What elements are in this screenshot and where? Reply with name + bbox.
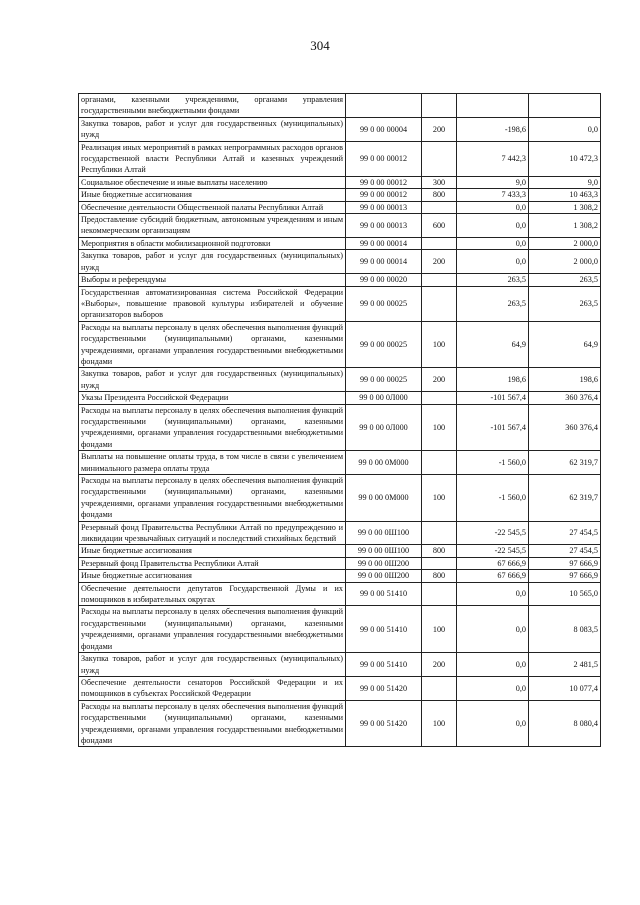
row-amount-a-cell: -22 545,5	[457, 545, 529, 557]
row-amount-b-cell: 62 319,7	[529, 475, 601, 522]
row-type-cell	[422, 451, 457, 475]
row-type-cell: 200	[422, 117, 457, 141]
row-amount-b-cell: 8 083,5	[529, 606, 601, 653]
table-row	[79, 606, 601, 653]
row-amount-b-cell: 97 666,9	[529, 557, 601, 569]
row-code-cell: 99 0 00 0Ш200	[346, 570, 422, 582]
row-type-cell: 100	[422, 475, 457, 522]
row-code-cell: 99 0 00 0Ш100	[346, 545, 422, 557]
row-amount-b-cell: 2 481,5	[529, 653, 601, 677]
row-name-cell: Расходы на выплаты персоналу в целях обеспечения выполнения функций государственными (муниципальными) органами, казенными учреждениями, органами управления государственными внебюджетными фондами	[79, 475, 346, 522]
row-code-cell: 99 0 00 00012	[346, 141, 422, 176]
row-amount-b-cell: 263,5	[529, 274, 601, 286]
row-name-cell: Указы Президента Российской Федерации	[79, 392, 346, 404]
row-type-cell: 200	[422, 250, 457, 274]
row-type-cell: 100	[422, 321, 457, 368]
row-name-cell: Резервный фонд Правительства Республики Алтай по предупреждению и ликвидации чрезвычайных ситуаций и последствий стихийных бедствий	[79, 521, 346, 545]
row-type-cell: 100	[422, 700, 457, 747]
row-amount-a-cell: 0,0	[457, 676, 529, 700]
row-amount-a-cell: 67 666,9	[457, 570, 529, 582]
row-name-cell: Выплаты на повышение оплаты труда, в том числе в связи с увеличением минимального размера оплаты труда	[79, 451, 346, 475]
row-amount-a-cell: 67 666,9	[457, 557, 529, 569]
row-amount-a-cell: -101 567,4	[457, 392, 529, 404]
row-type-cell: 300	[422, 176, 457, 188]
row-amount-b-cell: 8 080,4	[529, 700, 601, 747]
row-name-cell: Обеспечение деятельности сенаторов Российской Федерации и их помощников в субъектах Российской Федерации	[79, 676, 346, 700]
row-amount-b-cell: 10 463,3	[529, 189, 601, 201]
budget-table-body	[79, 94, 601, 747]
row-code-cell: 99 0 00 0Ш100	[346, 521, 422, 545]
row-type-cell: 800	[422, 570, 457, 582]
row-amount-a-cell: 0,0	[457, 700, 529, 747]
row-name-cell: органами, казенными учреждениями, органами управления государственными внебюджетными фондами	[79, 94, 346, 118]
table-row	[79, 700, 601, 747]
row-name-cell: Расходы на выплаты персоналу в целях обеспечения выполнения функций государственными (муниципальными) органами, казенными учреждениями, органами управления государственными внебюджетными фондами	[79, 404, 346, 451]
row-amount-a-cell: 0,0	[457, 237, 529, 249]
row-amount-b-cell: 0,0	[529, 117, 601, 141]
row-name-cell: Расходы на выплаты персоналу в целях обеспечения выполнения функций государственными (муниципальными) органами, казенными учреждениями, органами управления государственными внебюджетными фондами	[79, 606, 346, 653]
row-name-cell: Закупка товаров, работ и услуг для государственных (муниципальных) нужд	[79, 368, 346, 392]
row-name-cell: Расходы на выплаты персоналу в целях обеспечения выполнения функций государственными (муниципальными) органами, казенными учреждениями, органами управления государственными внебюджетными фондами	[79, 321, 346, 368]
row-code-cell: 99 0 00 51410	[346, 606, 422, 653]
row-type-cell	[422, 521, 457, 545]
table-row	[79, 321, 601, 368]
table-row	[79, 237, 601, 249]
row-name-cell: Иные бюджетные ассигнования	[79, 189, 346, 201]
row-name-cell: Государственная автоматизированная система Российской Федерации «Выборы», повышение правовой культуры избирателей и обучение организаторов выборов	[79, 286, 346, 321]
row-amount-b-cell: 62 319,7	[529, 451, 601, 475]
row-type-cell	[422, 286, 457, 321]
table-row	[79, 475, 601, 522]
table-row	[79, 368, 601, 392]
row-code-cell: 99 0 00 0М000	[346, 451, 422, 475]
row-code-cell: 99 0 00 0Л000	[346, 392, 422, 404]
row-amount-a-cell: 64,9	[457, 321, 529, 368]
row-type-cell	[422, 274, 457, 286]
table-row	[79, 214, 601, 238]
row-name-cell: Иные бюджетные ассигнования	[79, 545, 346, 557]
row-code-cell: 99 0 00 00004	[346, 117, 422, 141]
row-amount-a-cell	[457, 94, 529, 118]
row-amount-a-cell: 7 442,3	[457, 141, 529, 176]
table-row	[79, 521, 601, 545]
table-row	[79, 392, 601, 404]
row-code-cell: 99 0 00 51410	[346, 653, 422, 677]
table-row	[79, 557, 601, 569]
row-type-cell	[422, 141, 457, 176]
row-amount-a-cell: -101 567,4	[457, 404, 529, 451]
row-amount-b-cell: 1 308,2	[529, 201, 601, 213]
row-code-cell: 99 0 00 00012	[346, 176, 422, 188]
row-code-cell: 99 0 00 00020	[346, 274, 422, 286]
row-amount-a-cell: -198,6	[457, 117, 529, 141]
row-amount-a-cell: -22 545,5	[457, 521, 529, 545]
row-type-cell	[422, 94, 457, 118]
row-amount-b-cell: 2 000,0	[529, 250, 601, 274]
row-name-cell: Предоставление субсидий бюджетным, автономным учреждениям и иным некоммерческим организациям	[79, 214, 346, 238]
row-type-cell: 200	[422, 653, 457, 677]
row-name-cell: Реализация иных мероприятий в рамках непрограммных расходов органов государственной власти Республики Алтай и казенных учреждений Республики Алтай	[79, 141, 346, 176]
row-amount-b-cell: 360 376,4	[529, 392, 601, 404]
row-amount-a-cell: -1 560,0	[457, 475, 529, 522]
row-type-cell: 800	[422, 189, 457, 201]
row-type-cell: 100	[422, 606, 457, 653]
row-amount-b-cell: 2 000,0	[529, 237, 601, 249]
row-code-cell: 99 0 00 00012	[346, 189, 422, 201]
row-amount-a-cell: 7 433,3	[457, 189, 529, 201]
row-amount-b-cell: 263,5	[529, 286, 601, 321]
row-amount-b-cell	[529, 94, 601, 118]
table-row	[79, 274, 601, 286]
table-row	[79, 189, 601, 201]
row-code-cell: 99 0 00 51410	[346, 582, 422, 606]
row-amount-a-cell: 263,5	[457, 286, 529, 321]
row-code-cell: 99 0 00 00014	[346, 237, 422, 249]
row-amount-a-cell: 0,0	[457, 606, 529, 653]
row-type-cell: 800	[422, 545, 457, 557]
row-amount-a-cell: 0,0	[457, 250, 529, 274]
budget-table	[78, 93, 601, 747]
row-amount-b-cell: 10 472,3	[529, 141, 601, 176]
row-type-cell	[422, 392, 457, 404]
row-type-cell: 600	[422, 214, 457, 238]
page-number: 304	[310, 38, 330, 53]
row-amount-b-cell: 9,0	[529, 176, 601, 188]
row-code-cell: 99 0 00 00025	[346, 321, 422, 368]
table-row	[79, 404, 601, 451]
row-amount-b-cell: 27 454,5	[529, 521, 601, 545]
table-row	[79, 545, 601, 557]
row-type-cell: 200	[422, 368, 457, 392]
row-name-cell: Социальное обеспечение и иные выплаты населению	[79, 176, 346, 188]
row-code-cell	[346, 94, 422, 118]
table-row	[79, 653, 601, 677]
row-amount-a-cell: 0,0	[457, 653, 529, 677]
row-name-cell: Расходы на выплаты персоналу в целях обеспечения выполнения функций государственными (муниципальными) органами, казенными учреждениями, органами управления государственными внебюджетными фондами	[79, 700, 346, 747]
row-code-cell: 99 0 00 51420	[346, 676, 422, 700]
row-amount-b-cell: 97 666,9	[529, 570, 601, 582]
row-name-cell: Обеспечение деятельности депутатов Государственной Думы и их помощников в избирательных округах	[79, 582, 346, 606]
row-code-cell: 99 0 00 0Ш200	[346, 557, 422, 569]
row-amount-a-cell: 0,0	[457, 582, 529, 606]
row-code-cell: 99 0 00 00014	[346, 250, 422, 274]
row-name-cell: Иные бюджетные ассигнования	[79, 570, 346, 582]
row-code-cell: 99 0 00 00025	[346, 368, 422, 392]
table-row	[79, 201, 601, 213]
row-amount-b-cell: 360 376,4	[529, 404, 601, 451]
row-amount-a-cell: 9,0	[457, 176, 529, 188]
row-type-cell	[422, 557, 457, 569]
row-amount-b-cell: 10 077,4	[529, 676, 601, 700]
row-amount-a-cell: -1 560,0	[457, 451, 529, 475]
row-type-cell	[422, 582, 457, 606]
row-code-cell: 99 0 00 51420	[346, 700, 422, 747]
table-row	[79, 570, 601, 582]
row-amount-a-cell: 198,6	[457, 368, 529, 392]
row-code-cell: 99 0 00 0Л000	[346, 404, 422, 451]
table-row	[79, 176, 601, 188]
table-row	[79, 94, 601, 118]
row-type-cell	[422, 676, 457, 700]
row-type-cell	[422, 201, 457, 213]
row-name-cell: Закупка товаров, работ и услуг для государственных (муниципальных) нужд	[79, 653, 346, 677]
row-amount-a-cell: 0,0	[457, 214, 529, 238]
table-row	[79, 141, 601, 176]
row-type-cell	[422, 237, 457, 249]
row-code-cell: 99 0 00 00025	[346, 286, 422, 321]
row-name-cell: Выборы и референдумы	[79, 274, 346, 286]
table-row	[79, 286, 601, 321]
row-name-cell: Закупка товаров, работ и услуг для государственных (муниципальных) нужд	[79, 117, 346, 141]
row-code-cell: 99 0 00 00013	[346, 201, 422, 213]
row-amount-b-cell: 27 454,5	[529, 545, 601, 557]
row-name-cell: Закупка товаров, работ и услуг для государственных (муниципальных) нужд	[79, 250, 346, 274]
row-amount-b-cell: 64,9	[529, 321, 601, 368]
table-row	[79, 451, 601, 475]
row-amount-b-cell: 1 308,2	[529, 214, 601, 238]
row-amount-b-cell: 198,6	[529, 368, 601, 392]
row-amount-a-cell: 0,0	[457, 201, 529, 213]
table-row	[79, 250, 601, 274]
row-name-cell: Мероприятия в области мобилизационной подготовки	[79, 237, 346, 249]
table-row	[79, 117, 601, 141]
row-amount-b-cell: 10 565,0	[529, 582, 601, 606]
table-row	[79, 582, 601, 606]
row-name-cell: Обеспечение деятельности Общественной палаты Республики Алтай	[79, 201, 346, 213]
row-code-cell: 99 0 00 00013	[346, 214, 422, 238]
row-code-cell: 99 0 00 0М000	[346, 475, 422, 522]
row-amount-a-cell: 263,5	[457, 274, 529, 286]
row-type-cell: 100	[422, 404, 457, 451]
row-name-cell: Резервный фонд Правительства Республики Алтай	[79, 557, 346, 569]
table-row	[79, 676, 601, 700]
